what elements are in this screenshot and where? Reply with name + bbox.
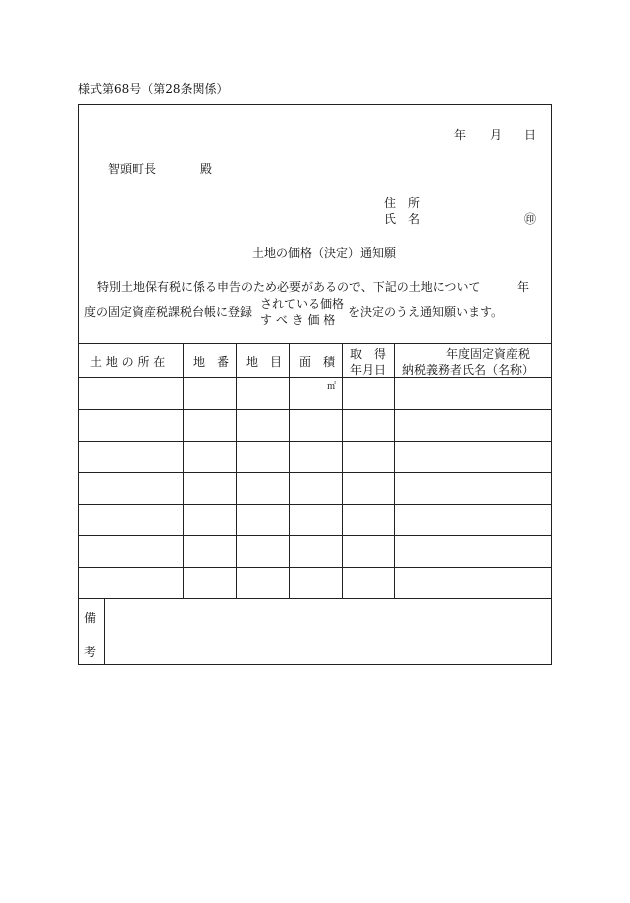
cell-lot-number[interactable] xyxy=(184,536,236,567)
cell-area[interactable] xyxy=(290,568,342,598)
header-land-category: 地 目 xyxy=(246,355,283,369)
cell-land-category[interactable] xyxy=(237,442,289,472)
body-line2-end: を決定のうえ通知願います。 xyxy=(348,305,504,319)
cell-acquired-date[interactable] xyxy=(343,378,394,409)
cell-location[interactable] xyxy=(79,568,183,598)
addressee-name: 智頭町長 xyxy=(108,162,157,176)
addressee-honorific: 殿 xyxy=(200,162,213,176)
cell-owner[interactable] xyxy=(395,410,551,441)
header-owner-line1: 年度固定資産税 xyxy=(446,347,531,361)
cell-owner[interactable] xyxy=(395,568,551,598)
body-option-bottom: す べ き 価 格 xyxy=(260,313,336,327)
header-location: 土 地 の 所 在 xyxy=(90,355,166,369)
remarks-field[interactable] xyxy=(105,599,551,664)
cell-owner[interactable] xyxy=(395,378,551,409)
cell-area[interactable] xyxy=(290,473,342,504)
cell-lot-number[interactable] xyxy=(184,505,236,535)
cell-location[interactable] xyxy=(79,473,183,504)
cell-area[interactable] xyxy=(290,442,342,472)
cell-acquired-date[interactable] xyxy=(343,536,394,567)
cell-acquired-date[interactable] xyxy=(343,442,394,472)
date-year-label: 年 xyxy=(454,128,467,142)
seal-mark: ㊞ xyxy=(524,212,537,226)
cell-owner[interactable] xyxy=(395,473,551,504)
cell-lot-number[interactable] xyxy=(184,410,236,441)
form-number: 様式第68号（第28条関係） xyxy=(78,82,229,96)
header-acquired-line1: 取 得 xyxy=(350,347,387,361)
name-label: 氏 名 xyxy=(384,212,421,226)
header-area: 面 積 xyxy=(299,355,336,369)
body-option-top: されている価格 xyxy=(260,297,345,311)
cell-location[interactable] xyxy=(79,536,183,567)
cell-lot-number[interactable] xyxy=(184,442,236,472)
cell-owner[interactable] xyxy=(395,442,551,472)
date-month-label: 月 xyxy=(490,128,503,142)
body-year-mark: 年 xyxy=(517,280,530,294)
cell-land-category[interactable] xyxy=(237,536,289,567)
cell-land-category[interactable] xyxy=(237,473,289,504)
remarks-char1: 備 xyxy=(84,611,97,625)
cell-area[interactable] xyxy=(290,505,342,535)
header-owner-line2: 納税義務者氏名（名称） xyxy=(402,363,535,377)
cell-location[interactable] xyxy=(79,410,183,441)
cell-land-category[interactable] xyxy=(237,378,289,409)
cell-owner[interactable] xyxy=(395,505,551,535)
cell-lot-number[interactable] xyxy=(184,473,236,504)
header-lot-number: 地 番 xyxy=(193,355,230,369)
cell-land-category[interactable] xyxy=(237,568,289,598)
cell-area[interactable] xyxy=(290,378,342,409)
cell-acquired-date[interactable] xyxy=(343,410,394,441)
cell-location[interactable] xyxy=(79,378,183,409)
header-acquired-line2: 年月日 xyxy=(350,363,387,377)
area-unit: ㎡ xyxy=(327,382,337,392)
table-top-line xyxy=(78,343,552,344)
cell-land-category[interactable] xyxy=(237,505,289,535)
body-line1: 特別土地保有税に係る申告のため必要があるので、下記の土地について xyxy=(97,280,481,294)
cell-land-category[interactable] xyxy=(237,410,289,441)
date-day-label: 日 xyxy=(524,128,537,142)
body-line2-start: 度の固定資産税課税台帳に登録 xyxy=(84,305,253,319)
remarks-char2: 考 xyxy=(84,645,97,659)
address-label: 住 所 xyxy=(384,196,421,210)
cell-acquired-date[interactable] xyxy=(343,505,394,535)
cell-owner[interactable] xyxy=(395,536,551,567)
cell-lot-number[interactable] xyxy=(184,568,236,598)
cell-area[interactable] xyxy=(290,536,342,567)
cell-lot-number[interactable] xyxy=(184,378,236,409)
cell-area[interactable] xyxy=(290,410,342,441)
cell-acquired-date[interactable] xyxy=(343,568,394,598)
form-title: 土地の価格（決定）通知願 xyxy=(252,246,397,260)
cell-location[interactable] xyxy=(79,442,183,472)
cell-location[interactable] xyxy=(79,505,183,535)
cell-acquired-date[interactable] xyxy=(343,473,394,504)
